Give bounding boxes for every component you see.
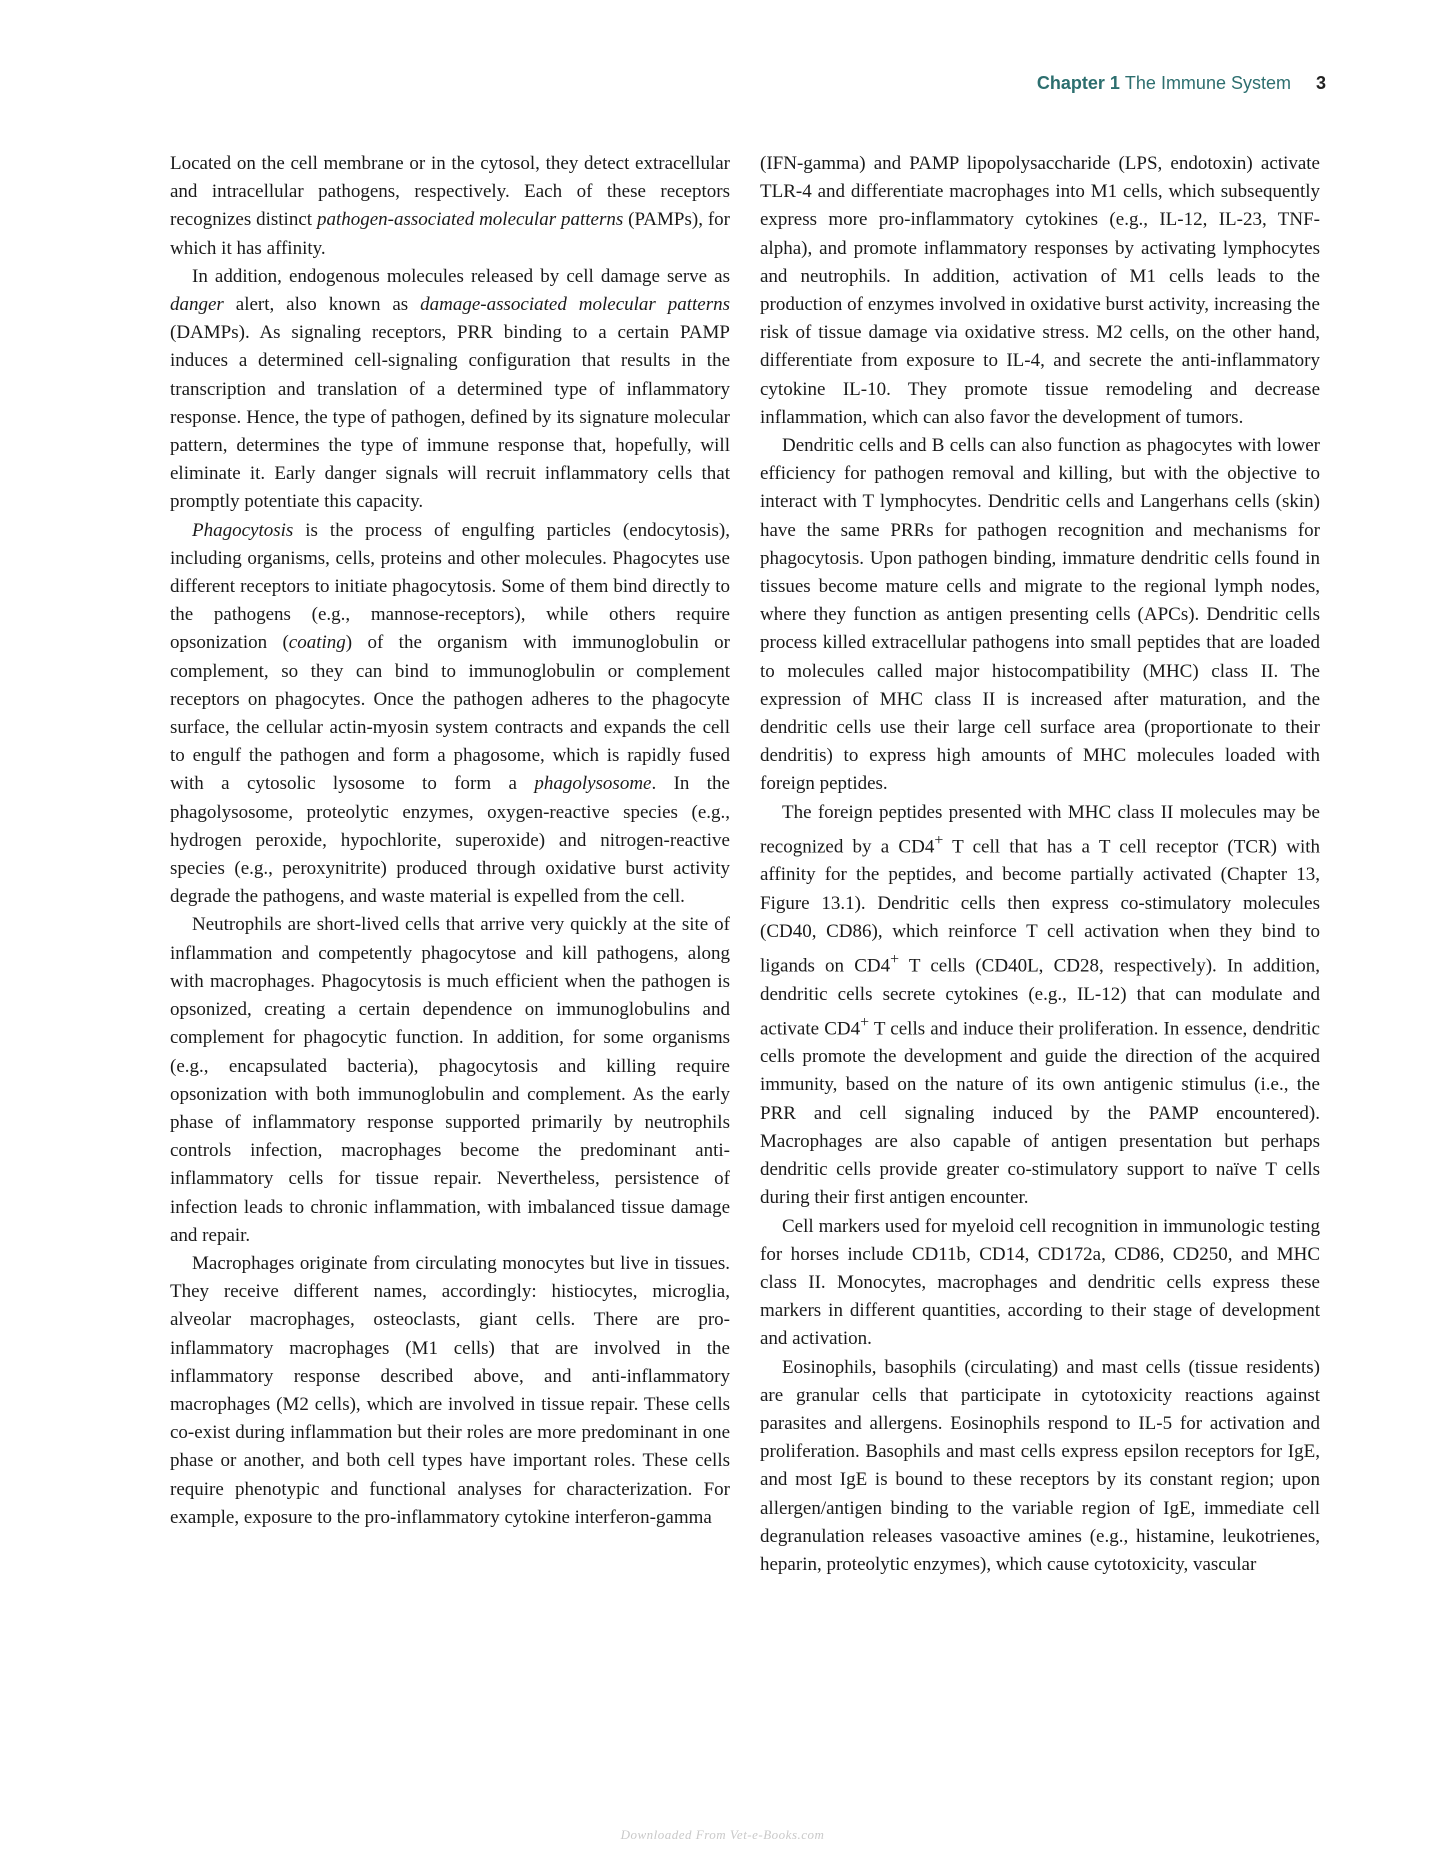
paragraph: The foreign peptides presented with MHC class II molecules may be recognized by a CD4+ T cell that has a T cell receptor (TCR) with affinity for the peptides, and become partially activated (Chapter 13, Figure 13.1). Dendritic cells then express co-stimulatory molecules (CD40, CD86), which reinforce T cell activation when they bind to ligands on CD4+ T cells (CD40L, CD28, respectively). In addition, dendritic cells secrete cytokines (e.g., IL-12) that can modulate and activate CD4+ T cells and induce their proliferation. In essence, dendritic cells promote the development and guide the direction of the acquired immunity, based on the nature of its own antigenic stimulus (i.e., the PRR and cell signaling induced by the PAMP encountered). Macrophages are also capable of antigen presentation but perhaps dendritic cells provide greater co-stimulatory support to naïve T cells during their first antigen encounter. <box>760 801 1320 1209</box>
page-number: 3 <box>1315 73 1326 93</box>
download-watermark: Downloaded From Vet-e-Books.com <box>620 1827 825 1842</box>
paragraph: Phagocytosis is the process of engulfing particles (endocytosis), including organisms, cells, proteins and other molecules. Phagocytes use different receptors to initiate phagocytosis. Some of them bind directly to the pathogens (e.g., mannose-receptors), while others require opsonization (coating) of the organism with immunoglobulin or complement, so they can bind to immunoglobulin or complement receptors on phagocytes. Once the pathogen adheres to the phagocyte surface, the cellular actin-myosin system contracts and expands the cell to engulf the pathogen and form a phagosome, which is rapidly fused with a cytosolic lysosome to form a phagolysosome. In the phagolysosome, proteolytic enzymes, oxygen-reactive species (e.g., hydrogen peroxide, hypochlorite, superoxide) and nitrogen-reactive species (e.g., peroxynitrite) produced through oxidative burst activity degrade the pathogens, and waste material is expelled from the cell. <box>170 519 730 908</box>
paragraph: Dendritic cells and B cells can also function as phagocytes with lower efficiency for pathogen removal and killing, but with the objective to interact with T lymphocytes. Dendritic cells and Langerhans cells (skin) have the same PRRs for pathogen recognition and mechanisms for phagocytosis. Upon pathogen binding, immature dendritic cells found in tissues become mature cells and migrate to the regional lymph nodes, where they function as antigen presenting cells (APCs). Dendritic cells process killed extracellular pathogens into small peptides that are loaded to molecules called major histocompatibility (MHC) class II. The expression of MHC class II is increased after maturation, and the dendritic cells use their large cell surface area (proportionate to their dendritis) to express high amounts of MHC molecules loaded with foreign peptides. <box>760 435 1320 795</box>
paragraph: Cell markers used for myeloid cell recognition in immunologic testing for horses include CD11b, CD14, CD172a, CD86, CD250, and MHC class II. Monocytes, macrophages and dendritic cells express these markers in different quantities, according to their stage of development and activation. <box>760 1215 1320 1350</box>
paragraph: (IFN-gamma) and PAMP lipopolysaccharide (LPS, endotoxin) activate TLR-4 and differentiate macrophages into M1 cells, which subsequently express more pro-inflammatory cytokines (e.g., IL-12, IL-23, TNF-alpha), and promote inflammatory responses by activating lymphocytes and neutrophils. In addition, activation of M1 cells leads to the production of enzymes involved in oxidative burst activity, increasing the risk of tissue damage via oxidative stress. M2 cells, on the other hand, differentiate from exposure to IL-4, and secrete the anti-inflammatory cytokine IL-10. They promote tissue remodeling and decrease inflammation, which can also favor the development of tumors. <box>760 153 1320 428</box>
left-column <box>170 150 730 1532</box>
paragraph: Located on the cell membrane or in the cytosol, they detect extracellular and intracellular pathogens, respectively. Each of these receptors recognizes distinct pathogen-associated molecular patterns (PAMPs), for which it has affinity. <box>170 153 730 259</box>
running-header <box>1037 73 1326 94</box>
right-column <box>760 150 1320 1579</box>
paragraph: In addition, endogenous molecules released by cell damage serve as danger alert, also known as damage-associated molecular patterns (DAMPs). As signaling receptors, PRR binding to a certain PAMP induces a determined cell-signaling configuration that results in the transcription and translation of a determined type of inflammatory response. Hence, the type of pathogen, defined by its signature molecular pattern, determines the type of immune response that, hopefully, will eliminate it. Early danger signals will recruit inflammatory cells that promptly potentiate this capacity. <box>170 265 731 513</box>
paragraph: Eosinophils, basophils (circulating) and mast cells (tissue residents) are granular cells that participate in cytotoxicity reactions against parasites and allergens. Eosinophils respond to IL-5 for activation and proliferation. Basophils and mast cells express epsilon receptors for IgE, and most IgE is bound to these receptors by its constant region; upon allergen/antigen binding to the variable region of IgE, immediate cell degranulation releases vasoactive amines (e.g., histamine, leukotrienes, heparin, proteolytic enzymes), which cause cytotoxicity, vascular <box>760 1356 1320 1575</box>
chapter-title: The Immune System <box>1124 73 1291 93</box>
paragraph: Neutrophils are short-lived cells that arrive very quickly at the site of inflammation and competently phagocytose and kill pathogens, along with macrophages. Phagocytosis is much efficient when the pathogen is opsonized, creating a certain dependence on immunoglobulins and complement for phagocytic function. In addition, for some organisms (e.g., encapsulated bacteria), phagocytosis and killing require opsonization with both immunoglobulin and complement. As the early phase of inflammatory response supported primarily by neutrophils controls infection, macrophages become the predominant anti-inflammatory cells for tissue repair. Nevertheless, persistence of infection leads to chronic inflammation, with imbalanced tissue damage and repair. <box>170 914 730 1246</box>
chapter-label: Chapter 1 <box>1036 73 1120 93</box>
paragraph: Macrophages originate from circulating monocytes but live in tissues. They receive different names, accordingly: histiocytes, microglia, alveolar macrophages, osteoclasts, giant cells. There are pro-inflammatory macrophages (M1 cells) that are involved in the inflammatory response described above, and anti-inflammatory macrophages (M2 cells), which are involved in tissue repair. These cells co-exist during inflammation but their roles are more predominant in one phase or another, and both cell types have important roles. These cells require phenotypic and functional analyses for characterization. For example, exposure to the pro-inflammatory cytokine interferon-gamma <box>170 1252 730 1528</box>
